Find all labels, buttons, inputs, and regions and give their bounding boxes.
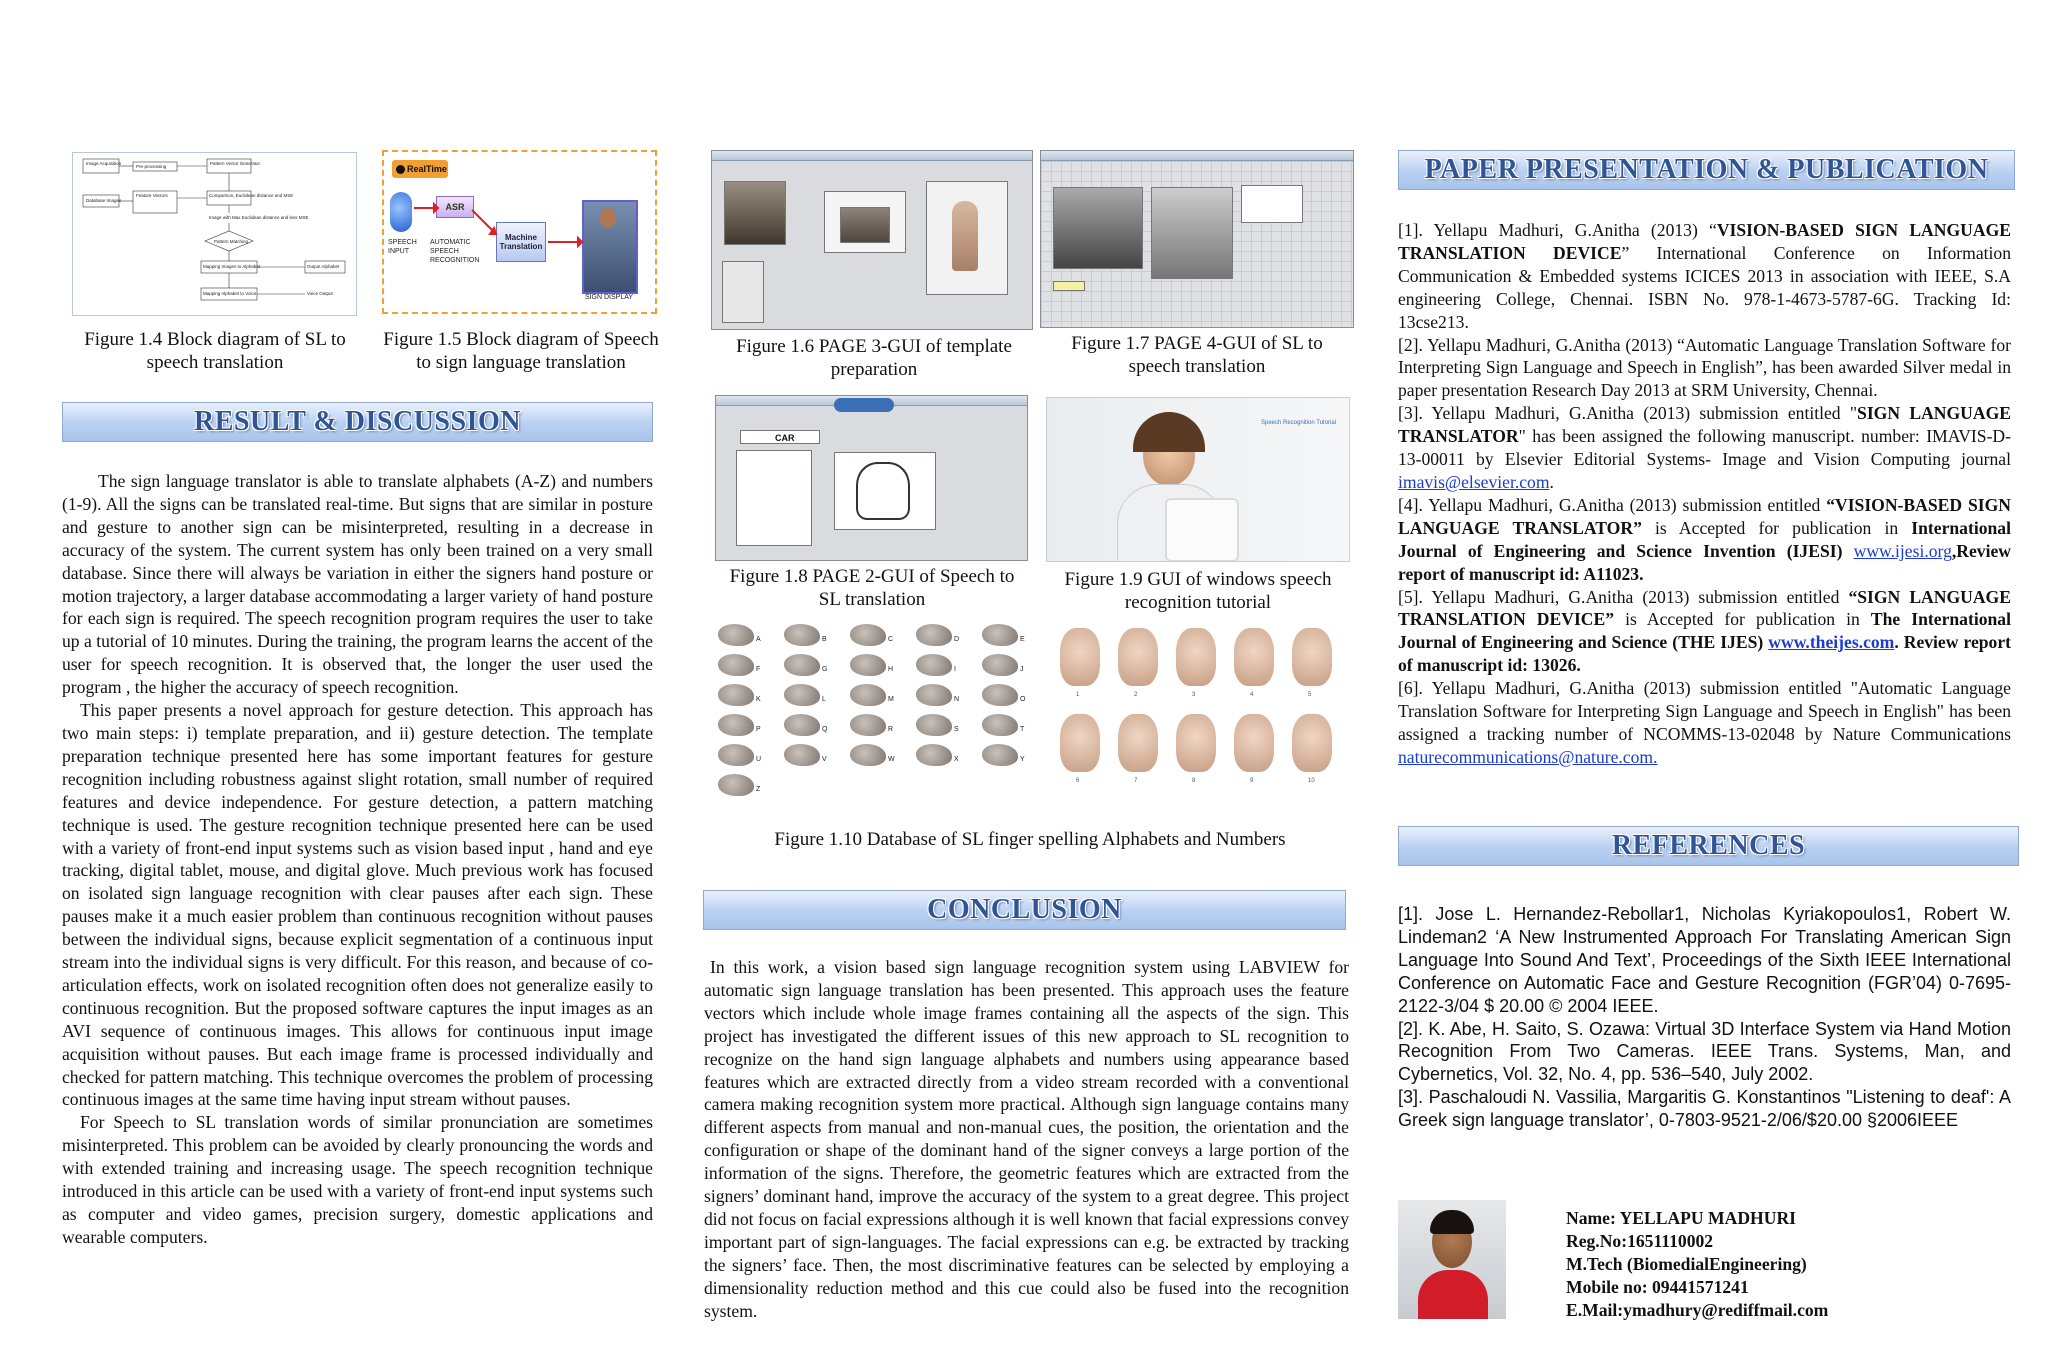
figure-1-7-caption: Figure 1.7 PAGE 4-GUI of SL to speech translation: [1071, 333, 1323, 377]
author-mobile: Mobile no: 09441571241: [1566, 1277, 1749, 1297]
tutorial-title: Speech Recognition Tutorial: [1261, 420, 1337, 426]
result-paragraph-2: This paper presents a novel approach for gesture detection. This approach has two main steps: i) template preparation, and ii) gesture detection. The template preparation technique presented here has some important features for gesture recognition including robustness against slight rotation, small number of required features and device independence. For gesture detection, a pattern matching technique is used. The gesture recognition technique presented here can be used with a variety of front-end input systems such as vision based input , hand and eye tracking, digital tablet, mouse, and digital glove. Much previous work has focused on isolated sign language recognition with clear pauses after each sign. These pauses make it a much easier problem than continuous recognition without pauses between the individual signs, because explicit segmentation of a continuous input stream into the individual signs is very difficult. For this reason, and because of co-articulation effects, work on isolated recognition often does not generalize easily to continuous recognition. But the proposed software captures the input images as an AVI sequence of continuous images. This allows for continuous input image acquisition without pauses. But each image frame is processed individually and checked for pattern matching. This technique overcomes the problem of processing continuous images at the same time having input stream without pauses.: [62, 700, 653, 1110]
author-course: M.Tech (BiomedialEngineering): [1566, 1254, 1807, 1274]
publication-item-1: [1398, 219, 2011, 334]
pub1-text-c: ” International Conference on Information Communication & Embedded systems ICICES 2013 in association with IEEE, S.A engineering College, Chennai. ISBN No. 978-1-4673-5787-6G. Tracking Id: 13cse213.: [1398, 242, 2012, 332]
number-hand-icon: [1176, 714, 1216, 772]
alphabet-label: K: [756, 696, 761, 703]
alphabet-label: P: [756, 726, 761, 733]
pub1-title: VISION-BASED SIGN LANGUAGE TRANSLATION DEVICE: [1398, 220, 2011, 263]
figure-1-5-caption: Figure 1.5 Block diagram of Speech to sign language translation: [383, 329, 659, 373]
publication-item-2: [2]. Yellapu Madhuri, G.Anitha (2013) “Automatic Language Translation Software for Interpreting Sign Language and Speech in English”, has been awarded Silver medal in paper presentation Research Day 2013 at SRM University, Chennai.: [1398, 334, 2011, 401]
hand-sign-icon: [850, 684, 886, 706]
machine-translation-box: Machine Translation: [496, 222, 546, 262]
figure-1-6-gui-screenshot: [711, 150, 1033, 330]
number-sign-grid: [1050, 622, 1350, 794]
alphabet-label: N: [954, 696, 960, 703]
alphabet-label: L: [822, 696, 826, 703]
alphabet-label: S: [954, 726, 959, 733]
number-hand-icon: [1118, 714, 1158, 772]
author-email: E.Mail:ymadhury@rediffmail.com: [1566, 1300, 1829, 1320]
listening-bar: [834, 398, 894, 412]
theijes-link[interactable]: www.theijes.com: [1768, 632, 1895, 653]
alphabet-label: U: [756, 756, 762, 763]
hand-sign-icon: [718, 624, 754, 646]
publication-banner: [1398, 150, 2015, 190]
number-hand-icon: [1060, 714, 1100, 772]
recognized-word: CAR: [740, 430, 820, 444]
asr-box: ASR: [436, 196, 474, 218]
figure-1-4-caption: Figure 1.4 Block diagram of SL to speech translation: [84, 329, 346, 373]
alphabet-label: T: [1020, 726, 1025, 733]
result-paragraph-1: The sign language translator is able to translate alphabets (A-Z) and numbers (1-9). All the signs can be translated real-time. But signs that are similar in posture and gesture to another sign can be misinterpreted, resulting in a decrease in accuracy of the system. The current system has only been trained on a very small database. Since there will always be variation in either the signers hand posture or motion trajectory, a larger database accommodating a larger variety of hand posture for each sign is required. The speech recognition program requires the user to take up a tutorial of 10 minutes. During the training, the program learns the accent of the user for speech recognition. It is observed that, the longer the user used the program , the higher the accuracy of speech recognition.: [62, 471, 653, 698]
hand-sign-icon: [982, 624, 1018, 646]
pub4-text-a: [4]. Yellapu Madhuri, G.Anitha (2013) submission entitled: [1398, 494, 1827, 515]
publication-item-6: [1398, 677, 2011, 769]
arrow-connectors: [384, 152, 657, 314]
node-pattern-matching: Pattern Matching: [214, 239, 249, 244]
figure-1-6-caption: Figure 1.6 PAGE 3-GUI of template preparation: [736, 336, 1012, 380]
alphabet-label: B: [822, 636, 827, 643]
author-contact: [1566, 1207, 1828, 1322]
hand-sign-icon: [718, 774, 754, 796]
hand-sign-icon: [850, 654, 886, 676]
node-output-alphabet: Output Alphabet: [307, 264, 340, 269]
publication-item-5: [1398, 586, 2011, 678]
alphabet-label: O: [1020, 696, 1026, 703]
number-hand-icon: [1060, 628, 1100, 686]
hand-sign-icon: [718, 744, 754, 766]
number-label: 9: [1250, 778, 1254, 784]
figure-1-8-caption: Figure 1.8 PAGE 2-GUI of Speech to SL translation: [729, 566, 1015, 610]
result-paragraph-3: For Speech to SL translation words of similar pronunciation are sometimes misinterpreted. This problem can be avoided by clearly pronouncing the words and with extended training and increasing usage. The speech recognition technique introduced in this article can be used with a variety of front-end input systems such as computer and video games, precision surgery, domestic applications and wearable computers.: [62, 1112, 653, 1247]
number-label: 8: [1192, 778, 1196, 784]
hand-sign-icon: [784, 654, 820, 676]
figure-1-7-gui-screenshot: [1040, 150, 1354, 328]
node-image-acquisition: Image Acquisition: [86, 161, 122, 166]
alphabet-label: E: [1020, 636, 1025, 643]
hand-sign-icon: [916, 624, 952, 646]
publication-list: [1398, 219, 2011, 769]
elsevier-email-link[interactable]: imavis@elsevier.com: [1398, 471, 1550, 492]
hand-sign-sketch: [856, 462, 910, 520]
hand-sign-icon: [982, 744, 1018, 766]
number-label: 7: [1134, 778, 1138, 784]
figure-1-10-caption: Figure 1.10 Database of SL finger spelling Alphabets and Numbers: [774, 829, 1286, 850]
pub4-journal: International Journal of Engineering and Science Invention (IJESI): [1398, 517, 2011, 561]
pub4-review-id: ,Review report of manuscript id: A11023.: [1398, 540, 2011, 584]
reference-item-3: [3]. Paschaloudi N. Vassilia, Margaritis G. Konstantinos "Listening to deaf': A Greek sign language translator’, 0-7803-9521-2/06/$20.00 §2006IEEE: [1398, 1087, 2011, 1131]
author-photo: [1398, 1200, 1506, 1319]
node-mapping-voice: Mapping Alphabet to Voice: [203, 291, 257, 296]
block-diagram-svg: [73, 153, 357, 316]
sign-display-label: SIGN DISPLAY: [584, 294, 634, 301]
pub3-text-a: [3]. Yellapu Madhuri, G.Anitha (2013) submission entitled ": [1398, 403, 1858, 424]
alphabet-label: F: [756, 666, 761, 673]
references-banner: [1398, 826, 2019, 866]
figure-1-9-caption: Figure 1.9 GUI of windows speech recognition tutorial: [1064, 569, 1332, 613]
node-preprocessing: Pre-processing: [136, 164, 167, 169]
hand-sign-icon: [784, 684, 820, 706]
node-comparison: Comparison, Euclidean distance and MSE: [209, 193, 294, 198]
realtime-label: RealTime: [407, 164, 447, 174]
alphabet-label: H: [888, 666, 894, 673]
figure-1-10-number-database: [1050, 622, 1350, 794]
figure-1-8-gui-screenshot: [715, 395, 1028, 561]
alphabet-label: R: [888, 726, 894, 733]
pub5-review-id: . Review report of manuscript id: 13026.: [1398, 632, 2011, 676]
alphabet-label: Y: [1020, 756, 1025, 763]
pub3-text-d: .: [1549, 471, 1554, 492]
node-pattern-vector: Pattern Vector Generator: [210, 161, 261, 166]
node-mapping-images: Mapping Images to Alphabet: [203, 264, 261, 269]
number-hand-icon: [1234, 714, 1274, 772]
publication-title: PAPER PRESENTATION & PUBLICATION: [1424, 154, 1989, 185]
number-hand-icon: [1176, 628, 1216, 686]
pub4-title: “VISION-BASED SIGN LANGUAGE TRANSLATOR”: [1398, 494, 2011, 538]
number-label: 1: [1076, 692, 1080, 698]
alphabet-label: M: [888, 696, 894, 703]
alphabet-label: G: [822, 666, 828, 673]
alphabet-label: A: [756, 636, 761, 643]
reference-item-1: [1]. Jose L. Hernandez-Rebollar1, Nicholas Kyriakopoulos1, Robert W. Lindeman2 ‘A New Instrumented Approach For Translating American Sign Language Into Sound And Text’, Proceedings of the Sixth IEEE International Conference on Automatic Face and Gesture Recognition (FGR’04) 0-7695-2122-3/04 $ 20.00 © 2004 IEEE.: [1398, 904, 2011, 1016]
alphabet-label: J: [1020, 666, 1024, 673]
monitor-shape: [1165, 498, 1239, 562]
alphabet-label: C: [888, 636, 894, 643]
hand-sign-icon: [916, 714, 952, 736]
hand-sign-icon: [982, 714, 1018, 736]
pub3-text-c: " has been assigned the following manuscript. number: IMAVIS-D-13-00011 by Elsevier Editorial Systems- Image and Vision Computing journal: [1398, 426, 2011, 470]
hand-sign-icon: [718, 654, 754, 676]
number-hand-icon: [1234, 628, 1274, 686]
hand-sign-icon: [916, 744, 952, 766]
hand-sign-icon: [916, 684, 952, 706]
node-voice-output: Voice Output: [307, 291, 333, 296]
alphabet-label: I: [954, 666, 956, 673]
pub6-text-a: [6]. Yellapu Madhuri, G.Anitha (2013) submission entitled "Automatic Language Translation Software for Interpreting Sign Language and Speech in English" has been assigned a tracking number of NCOMMS-13-02048 by Nature Communications: [1398, 678, 2011, 744]
hand-sign-icon: [850, 624, 886, 646]
pub3-title: SIGN LANGUAGE TRANSLATOR: [1398, 403, 2011, 447]
number-label: 4: [1250, 692, 1254, 698]
publication-item-3: [1398, 402, 2011, 494]
author-name: Name: YELLAPU MADHURI: [1566, 1208, 1796, 1228]
alphabet-label: X: [954, 756, 959, 763]
figure-1-9-tutorial-screenshot: [1046, 397, 1350, 562]
asr-full-label: AUTOMATIC SPEECH RECOGNITION: [430, 239, 480, 264]
hand-sign-icon: [718, 714, 754, 736]
node-database-images: Database Images: [86, 198, 122, 203]
pub5-text-c: is Accepted for publication in: [1614, 609, 1871, 630]
result-discussion-body: [62, 470, 653, 1249]
references-list: [1398, 903, 2011, 1132]
alphabet-label: Q: [822, 726, 828, 733]
hand-sign-icon: [850, 714, 886, 736]
figure-1-10-alphabet-database: [712, 620, 1042, 812]
references-title: REFERENCES: [1611, 830, 1806, 861]
conclusion-banner: [703, 890, 1346, 930]
number-hand-icon: [1292, 628, 1332, 686]
hand-sign-icon: [850, 744, 886, 766]
alphabet-label: W: [888, 756, 895, 763]
speech-input-label: SPEECH INPUT: [388, 239, 417, 255]
conclusion-body: [704, 956, 1349, 1323]
publication-item-4: [1398, 494, 2011, 586]
reference-item-2: [2]. K. Abe, H. Saito, S. Ozawa: Virtual 3D Interface System via Hand Motion Recognition From Two Cameras. IEEE Trans. Systems, Man, and Cybernetics, Vol. 32, No. 4, pp. 536–540, July 2002.: [1398, 1018, 2011, 1085]
alphabet-label: V: [822, 756, 827, 763]
hand-sign-icon: [784, 744, 820, 766]
ijesi-link[interactable]: www.ijesi.org: [1853, 540, 1952, 561]
number-hand-icon: [1118, 628, 1158, 686]
alphabet-label: D: [954, 636, 960, 643]
nature-email-link[interactable]: naturecommunications@nature.com.: [1398, 746, 1658, 767]
hand-sign-icon: [784, 714, 820, 736]
alphabet-sign-grid: [712, 620, 1042, 812]
pub4-text-c: is Accepted for publication in: [1641, 517, 1912, 538]
conclusion-title: CONCLUSION: [927, 894, 1122, 925]
hand-sign-icon: [718, 684, 754, 706]
number-label: 6: [1076, 778, 1080, 784]
pub5-title: “SIGN LANGUAGE TRANSLATION DEVICE”: [1398, 586, 2011, 630]
pub5-journal: The International Journal of Engineering and Science (THE IJES): [1398, 609, 2011, 653]
number-label: 3: [1192, 692, 1196, 698]
figure-1-4-block-diagram: [72, 152, 357, 316]
number-label: 5: [1308, 692, 1312, 698]
node-feature-vectors: Feature Vectors: [136, 193, 168, 198]
hand-sign-icon: [982, 684, 1018, 706]
author-regno: Reg.No:1651110002: [1566, 1231, 1714, 1251]
alphabet-label: Z: [756, 786, 761, 793]
number-label: 2: [1134, 692, 1138, 698]
hand-sign-icon: [982, 654, 1018, 676]
pub5-text-a: [5]. Yellapu Madhuri, G.Anitha (2013) submission entitled: [1398, 586, 1849, 607]
hand-sign-icon: [784, 624, 820, 646]
pub1-text-a: [1]. Yellapu Madhuri, G.Anitha (2013) “: [1398, 220, 1717, 240]
node-max-euclidean: Image with Max Euclidean distance and less MSE: [209, 215, 309, 220]
result-discussion-title: RESULT & DISCUSSION: [194, 406, 521, 437]
figure-1-5-block-diagram: [382, 150, 657, 314]
conclusion-paragraph: In this work, a vision based sign language recognition system using LABVIEW for automatic sign language translation has been presented. This approach uses the feature vectors which include whole image frames containing all the aspects of the sign. This project has investigated the different issues of this new approach to SL recognition to recognize on the hand sign language alphabets and numbers using appearance based features which are extracted directly from a video stream recorded with a conventional camera making recognition system more practical. Although sign language contains many different aspects from manual and non-manual cues, the position, the orientation and the configuration or shape of the dominant hand of the signer conveys a large portion of the information of the signs. Therefore, the geometric features which are extracted from the signers’ dominant hand, improve the accuracy of the system to a great degree. This project did not focus on facial expressions although it is well known that facial expressions convey important part of sign-languages. The facial expressions can e.g. be extracted by tracking the signers’ face. Then, the most discriminative features can be selected by employing a dimensionality reduction method and this cue could also be fused into the recognition system.: [704, 957, 1349, 1321]
hand-sign-icon: [916, 654, 952, 676]
number-hand-icon: [1292, 714, 1332, 772]
number-label: 10: [1308, 778, 1315, 784]
result-discussion-banner: [62, 402, 653, 442]
